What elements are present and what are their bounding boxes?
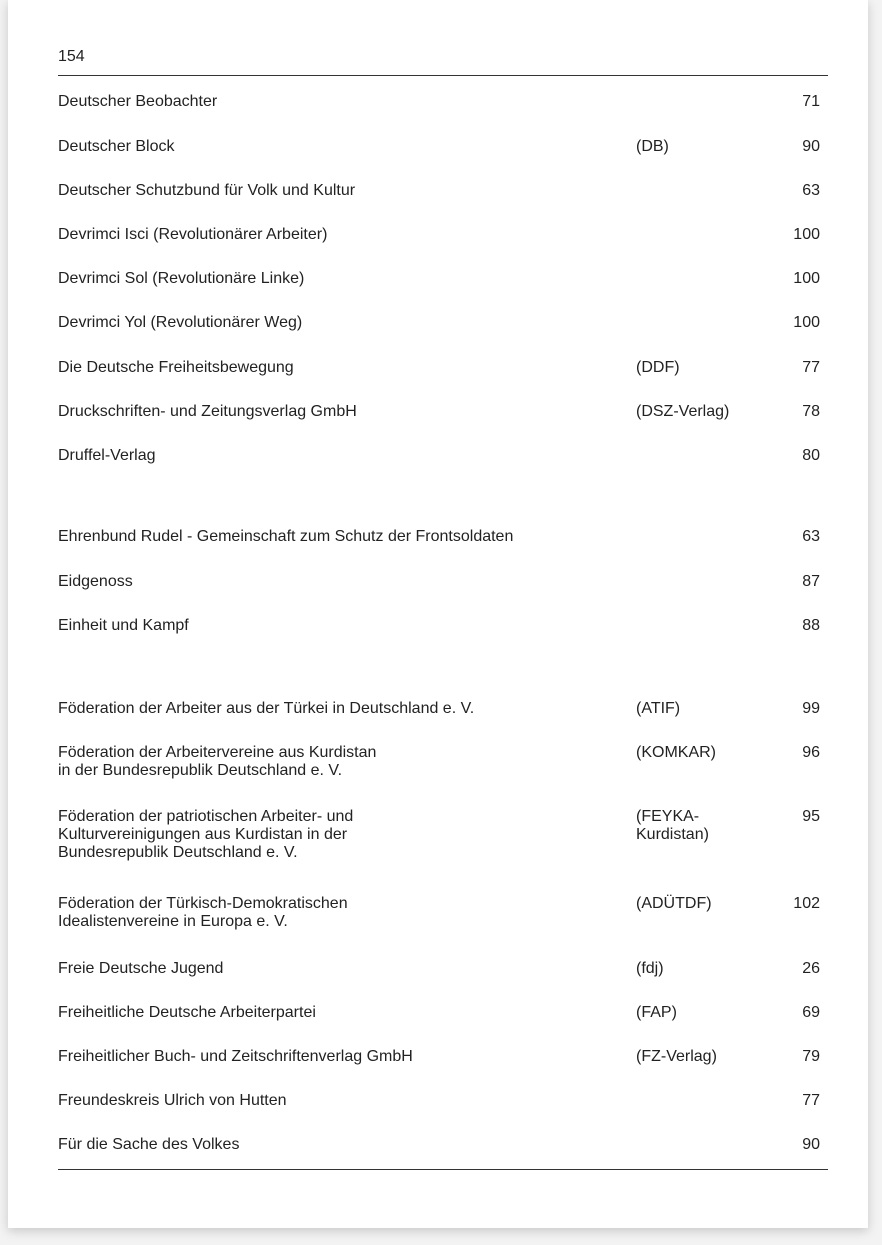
entry-page-number: 100 xyxy=(793,226,820,243)
entry-name xyxy=(58,182,618,200)
entry-name xyxy=(58,138,618,156)
entry-name-line: Einheit und Kampf xyxy=(58,617,189,634)
entry-name xyxy=(58,226,618,244)
entry-abbreviation-line: Kurdistan) xyxy=(636,826,709,843)
entry-abbreviation xyxy=(636,895,776,913)
entry-page-number: 63 xyxy=(802,182,820,199)
entry-name-line: Föderation der Türkisch-Demokratischen xyxy=(58,895,348,912)
entry-abbreviation xyxy=(636,960,776,978)
entry-page-number: 87 xyxy=(802,573,820,590)
entry-name xyxy=(58,1136,618,1154)
entry-page-number: 90 xyxy=(802,138,820,155)
entry-name-line: Föderation der Arbeiter aus der Türkei in Deutschland e. V. xyxy=(58,700,475,717)
entry-name xyxy=(58,573,618,591)
entry-page-number: 99 xyxy=(802,700,820,717)
entry-page-number: 26 xyxy=(802,960,820,977)
entry-abbreviation-line: (DDF) xyxy=(636,359,680,376)
entry-abbreviation xyxy=(636,1004,776,1022)
entry-name-line: Föderation der Arbeitervereine aus Kurdistan xyxy=(58,744,377,761)
entry-name-line: Idealistenvereine in Europa e. V. xyxy=(58,913,288,930)
entry-name-line: Devrimci Isci (Revolutionärer Arbeiter) xyxy=(58,226,328,243)
entry-name-line: Deutscher Block xyxy=(58,138,175,155)
top-rule xyxy=(58,75,828,76)
entry-name xyxy=(58,700,618,718)
entry-page-number: 102 xyxy=(793,895,820,912)
entry-abbreviation-line: (FAP) xyxy=(636,1004,677,1021)
entry-page-number: 90 xyxy=(802,1136,820,1153)
entry-name xyxy=(58,617,618,635)
entry-abbreviation-line: (DB) xyxy=(636,138,669,155)
entry-name xyxy=(58,270,618,288)
entry-abbreviation xyxy=(636,403,776,421)
entry-page-number: 96 xyxy=(802,744,820,761)
entry-name xyxy=(58,359,618,377)
entry-abbreviation xyxy=(636,808,776,844)
entry-page-number: 95 xyxy=(802,808,820,825)
entry-name xyxy=(58,528,618,546)
entry-name-line: Devrimci Yol (Revolutionärer Weg) xyxy=(58,314,303,331)
entry-abbreviation-line: (FZ-Verlag) xyxy=(636,1048,717,1065)
entry-name xyxy=(58,403,618,421)
entry-name xyxy=(58,744,618,780)
entry-page-number: 100 xyxy=(793,314,820,331)
entry-name-line: Föderation der patriotischen Arbeiter- und xyxy=(58,808,354,825)
entry-abbreviation xyxy=(636,700,776,718)
entry-name xyxy=(58,808,618,862)
entry-name xyxy=(58,895,618,931)
entry-name-line: Freie Deutsche Jugend xyxy=(58,960,224,977)
entry-name-line: Freundeskreis Ulrich von Hutten xyxy=(58,1092,287,1109)
entry-abbreviation xyxy=(636,744,776,762)
entry-abbreviation-line: (DSZ-Verlag) xyxy=(636,403,730,420)
entry-name-line: Freiheitliche Deutsche Arbeiterpartei xyxy=(58,1004,316,1021)
entry-name xyxy=(58,314,618,332)
entry-name-line: Die Deutsche Freiheitsbewegung xyxy=(58,359,294,376)
entry-page-number: 88 xyxy=(802,617,820,634)
entry-name-line: Freiheitlicher Buch- und Zeitschriftenverlag GmbH xyxy=(58,1048,413,1065)
entry-abbreviation-line: (ATIF) xyxy=(636,700,681,717)
document-page xyxy=(8,0,868,1228)
entry-name xyxy=(58,93,618,111)
entry-abbreviation xyxy=(636,1048,776,1066)
entry-abbreviation-line: (KOMKAR) xyxy=(636,744,716,761)
entry-abbreviation xyxy=(636,359,776,377)
entry-abbreviation-line: (FEYKA- xyxy=(636,808,700,825)
entry-name-line: Devrimci Sol (Revolutionäre Linke) xyxy=(58,270,305,287)
entry-name xyxy=(58,1048,618,1066)
entry-page-number: 77 xyxy=(802,1092,820,1109)
entry-name-line: Bundesrepublik Deutschland e. V. xyxy=(58,844,298,861)
entry-page-number: 78 xyxy=(802,403,820,420)
entry-name-line: Für die Sache des Volkes xyxy=(58,1136,240,1153)
page-number: 154 xyxy=(58,48,85,65)
entry-name xyxy=(58,1004,618,1022)
entry-abbreviation-line: (fdj) xyxy=(636,960,664,977)
entry-page-number: 80 xyxy=(802,447,820,464)
entry-name-line: Druffel-Verlag xyxy=(58,447,156,464)
entry-name-line: Deutscher Beobachter xyxy=(58,93,218,110)
entry-name-line: Druckschriften- und Zeitungsverlag GmbH xyxy=(58,403,357,420)
entry-name xyxy=(58,1092,618,1110)
entry-name xyxy=(58,960,618,978)
entry-name xyxy=(58,447,618,465)
bottom-rule xyxy=(58,1169,828,1170)
entry-name-line: Deutscher Schutzbund für Volk und Kultur xyxy=(58,182,356,199)
entry-name-line: Kulturvereinigungen aus Kurdistan in der xyxy=(58,826,348,843)
entry-name-line: Eidgenoss xyxy=(58,573,133,590)
entry-page-number: 71 xyxy=(802,93,820,110)
entry-abbreviation-line: (ADÜTDF) xyxy=(636,895,712,912)
entry-page-number: 100 xyxy=(793,270,820,287)
entry-page-number: 79 xyxy=(802,1048,820,1065)
entry-page-number: 77 xyxy=(802,359,820,376)
entry-name-line: Ehrenbund Rudel - Gemeinschaft zum Schutz der Frontsoldaten xyxy=(58,528,514,545)
entry-name-line: in der Bundesrepublik Deutschland e. V. xyxy=(58,762,343,779)
entry-abbreviation xyxy=(636,138,776,156)
entry-page-number: 69 xyxy=(802,1004,820,1021)
entry-page-number: 63 xyxy=(802,528,820,545)
